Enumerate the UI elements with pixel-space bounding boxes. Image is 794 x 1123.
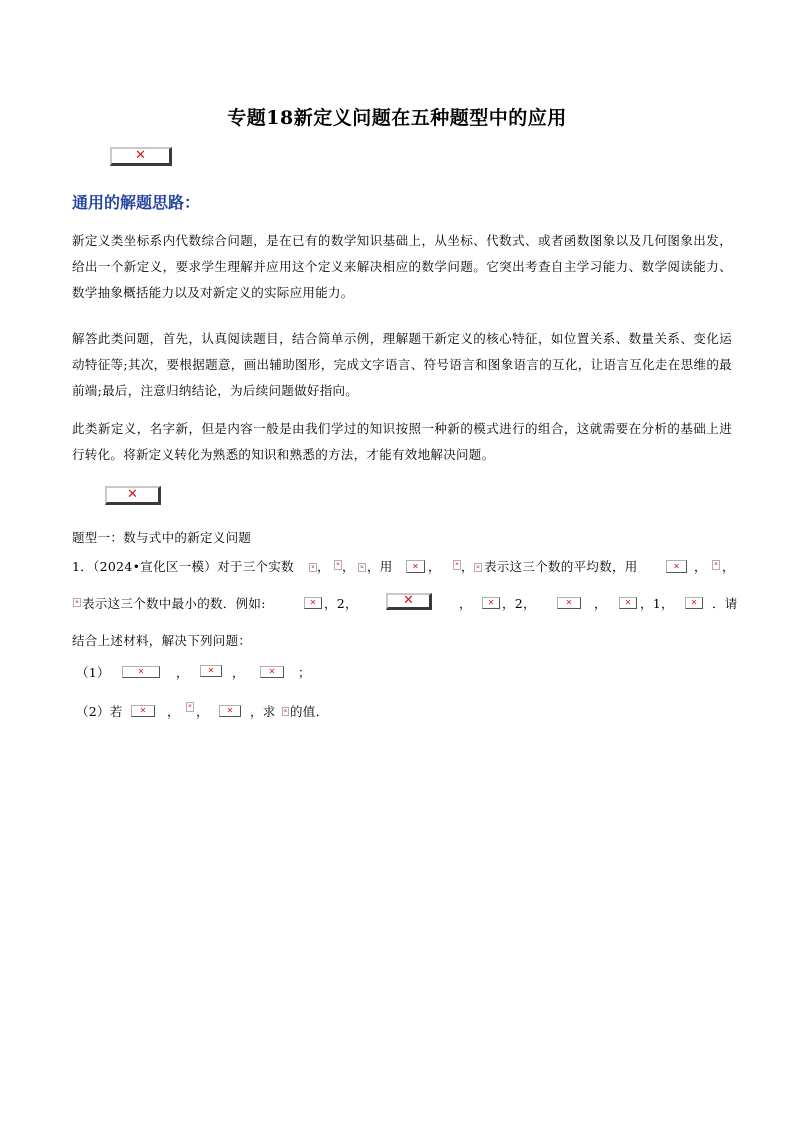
section-heading: 通用的解题思路： bbox=[72, 193, 201, 212]
type-heading: 题型一：数与式中的新定义问题 bbox=[72, 530, 252, 545]
formula-image: ✕ bbox=[712, 560, 720, 570]
formula-image: ✕ bbox=[386, 593, 432, 610]
formula-image: ✕ bbox=[309, 563, 317, 572]
formula-image: ✕ bbox=[260, 666, 284, 678]
formula-image: ✕ bbox=[358, 563, 366, 572]
formula-image: ✕ bbox=[131, 705, 155, 717]
formula-image: ✕ bbox=[482, 597, 500, 609]
formula-image: ✕ bbox=[557, 597, 581, 609]
formula-image: ✕ bbox=[219, 705, 241, 717]
paragraph-2: 解答此类问题，首先，认真阅读题目，结合简单示例，理解题干新定义的核心特征，如位置关系、数量关系、变化运动特征等;其次，要根据题意，画出辅助图形，完成文字语言、符号语言和图象语言的互化，让语言互化走在思维的最前端;最后，注意归纳结论，为后续问题做好指向。 bbox=[72, 331, 732, 398]
paragraph-3: 此类新定义，名字新，但是内容一般是由我们学过的知识按照一种新的模式进行的组合，这就需要在分析的基础上进行转化。将新定义转化为熟悉的知识和熟悉的方法，才能有效地解决问题。 bbox=[72, 421, 732, 462]
page-title: 专题18新定义问题在五种题型中的应用 bbox=[227, 107, 567, 129]
formula-image: ✕ bbox=[685, 597, 703, 609]
paragraph-1: 新定义类坐标系内代数综合问题，是在已有的数学知识基础上，从坐标、代数式、或者函数图象以及几何图象出发，给出一个新定义，要求学生理解并应用这个定义来解决相应的数学问题。它突出考查自主学习能力、数学阅读能力、数学抽象概括能力以及对新定义的实际应用能力。 bbox=[72, 233, 732, 300]
problem-line-3: 结合上述材料，解决下列问题： bbox=[72, 633, 252, 648]
formula-image: ✕ bbox=[122, 666, 160, 678]
formula-image: ✕ bbox=[73, 598, 81, 607]
formula-image: ✕ bbox=[474, 563, 482, 572]
formula-image: ✕ bbox=[304, 597, 322, 609]
formula-image: ✕ bbox=[186, 702, 194, 712]
formula-image: ✕ bbox=[200, 665, 222, 677]
formula-image: ✕ bbox=[453, 560, 461, 570]
formula-image: ✕ bbox=[282, 707, 289, 716]
broken-image-icon: ✕ bbox=[105, 486, 161, 505]
formula-image: ✕ bbox=[619, 597, 637, 609]
formula-image: ✕ bbox=[406, 560, 425, 573]
formula-image: ✕ bbox=[666, 560, 687, 573]
formula-image: ✕ bbox=[334, 560, 342, 570]
broken-image-icon: ✕ bbox=[110, 147, 172, 166]
